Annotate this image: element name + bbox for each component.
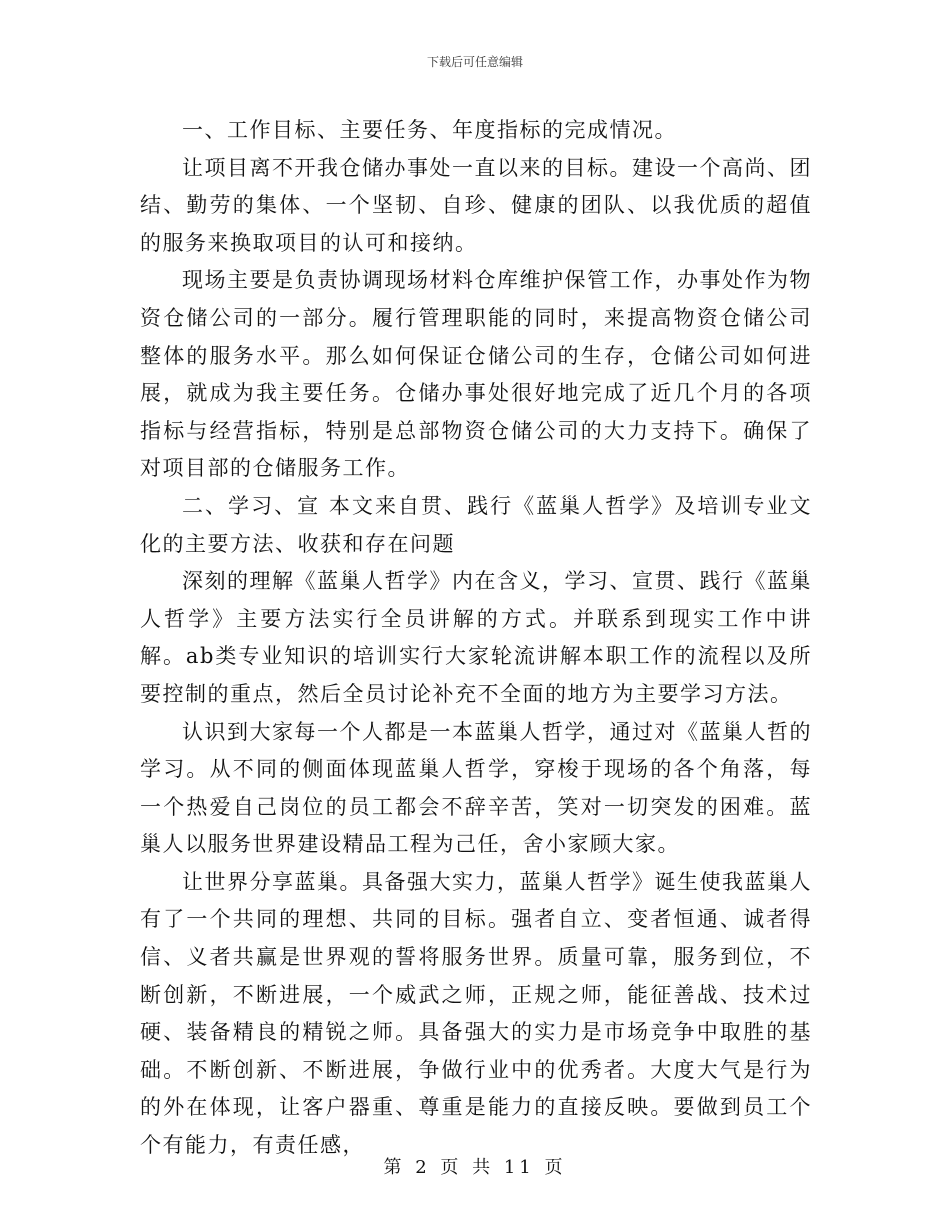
- paragraph-4: 二、学习、宣 本文来自贯、践行《蓝巢人哲学》及培训专业文化的主要方法、收获和存在问题: [140, 493, 812, 556]
- page-header: 下载后可任意编辑: [426, 55, 523, 69]
- paragraph-5: 深刻的理解《蓝巢人哲学》内在含义，学习、宣贯、践行《蓝巢人哲学》主要方法实行全员讲解的方式。并联系到现实工作中讲解。ab类专业知识的培训实行大家轮流讲解本职工作的流程以及所要控制的重点，然后全员讨论补充不全面的地方为主要学习方法。: [140, 569, 812, 706]
- document-body: [140, 112, 812, 1165]
- paragraph-3: 现场主要是负责协调现场材料仓库维护保管工作，办事处作为物资仓储公司的一部分。履行管理职能的同时，来提高物资仓储公司整体的服务水平。那么如何保证仓储公司的生存，仓储公司如何进展，就成为我主要任务。仓储办事处很好地完成了近几个月的各项指标与经营指标，特别是总部物资仓储公司的大力支持下。确保了对项目部的仓储服务工作。: [140, 268, 812, 481]
- paragraph-7: 让世界分享蓝巢。具备强大实力，蓝巢人哲学》诞生使我蓝巢人有了一个共同的理想、共同的目标。强者自立、变者恒通、诚者得信、义者共赢是世界观的誓将服务世界。质量可靠，服务到位，不断创新，不断进展，一个威武之师，正规之师，能征善战、技术过硬、装备精良的精锐之师。具备强大的实力是市场竞争中取胜的基础。不断创新、不断进展，争做行业中的优秀者。大度大气是行为的外在体现，让客户器重、尊重是能力的直接反映。要做到员工个个有能力，有责任感，: [140, 869, 812, 1158]
- paragraph-1: 一、工作目标、主要任务、年度指标的完成情况。: [182, 118, 677, 142]
- page-footer: 第 2 页 共 11 页: [383, 1157, 567, 1178]
- paragraph-2: 让项目离不开我仓储办事处一直以来的目标。建设一个高尚、团结、勤劳的集体、一个坚韧、自珍、健康的团队、以我优质的超值的服务来换取项目的认可和接纳。: [140, 155, 812, 255]
- paragraph-6: 认识到大家每一个人都是一本蓝巢人哲学，通过对《蓝巢人哲的学习。从不同的侧面体现蓝巢人哲学，穿梭于现场的各个角落，每一个热爱自己岗位的员工都会不辞辛苦，笑对一切突发的困难。蓝巢人以服务世界建设精品工程为己任，舍小家顾大家。: [140, 719, 812, 857]
